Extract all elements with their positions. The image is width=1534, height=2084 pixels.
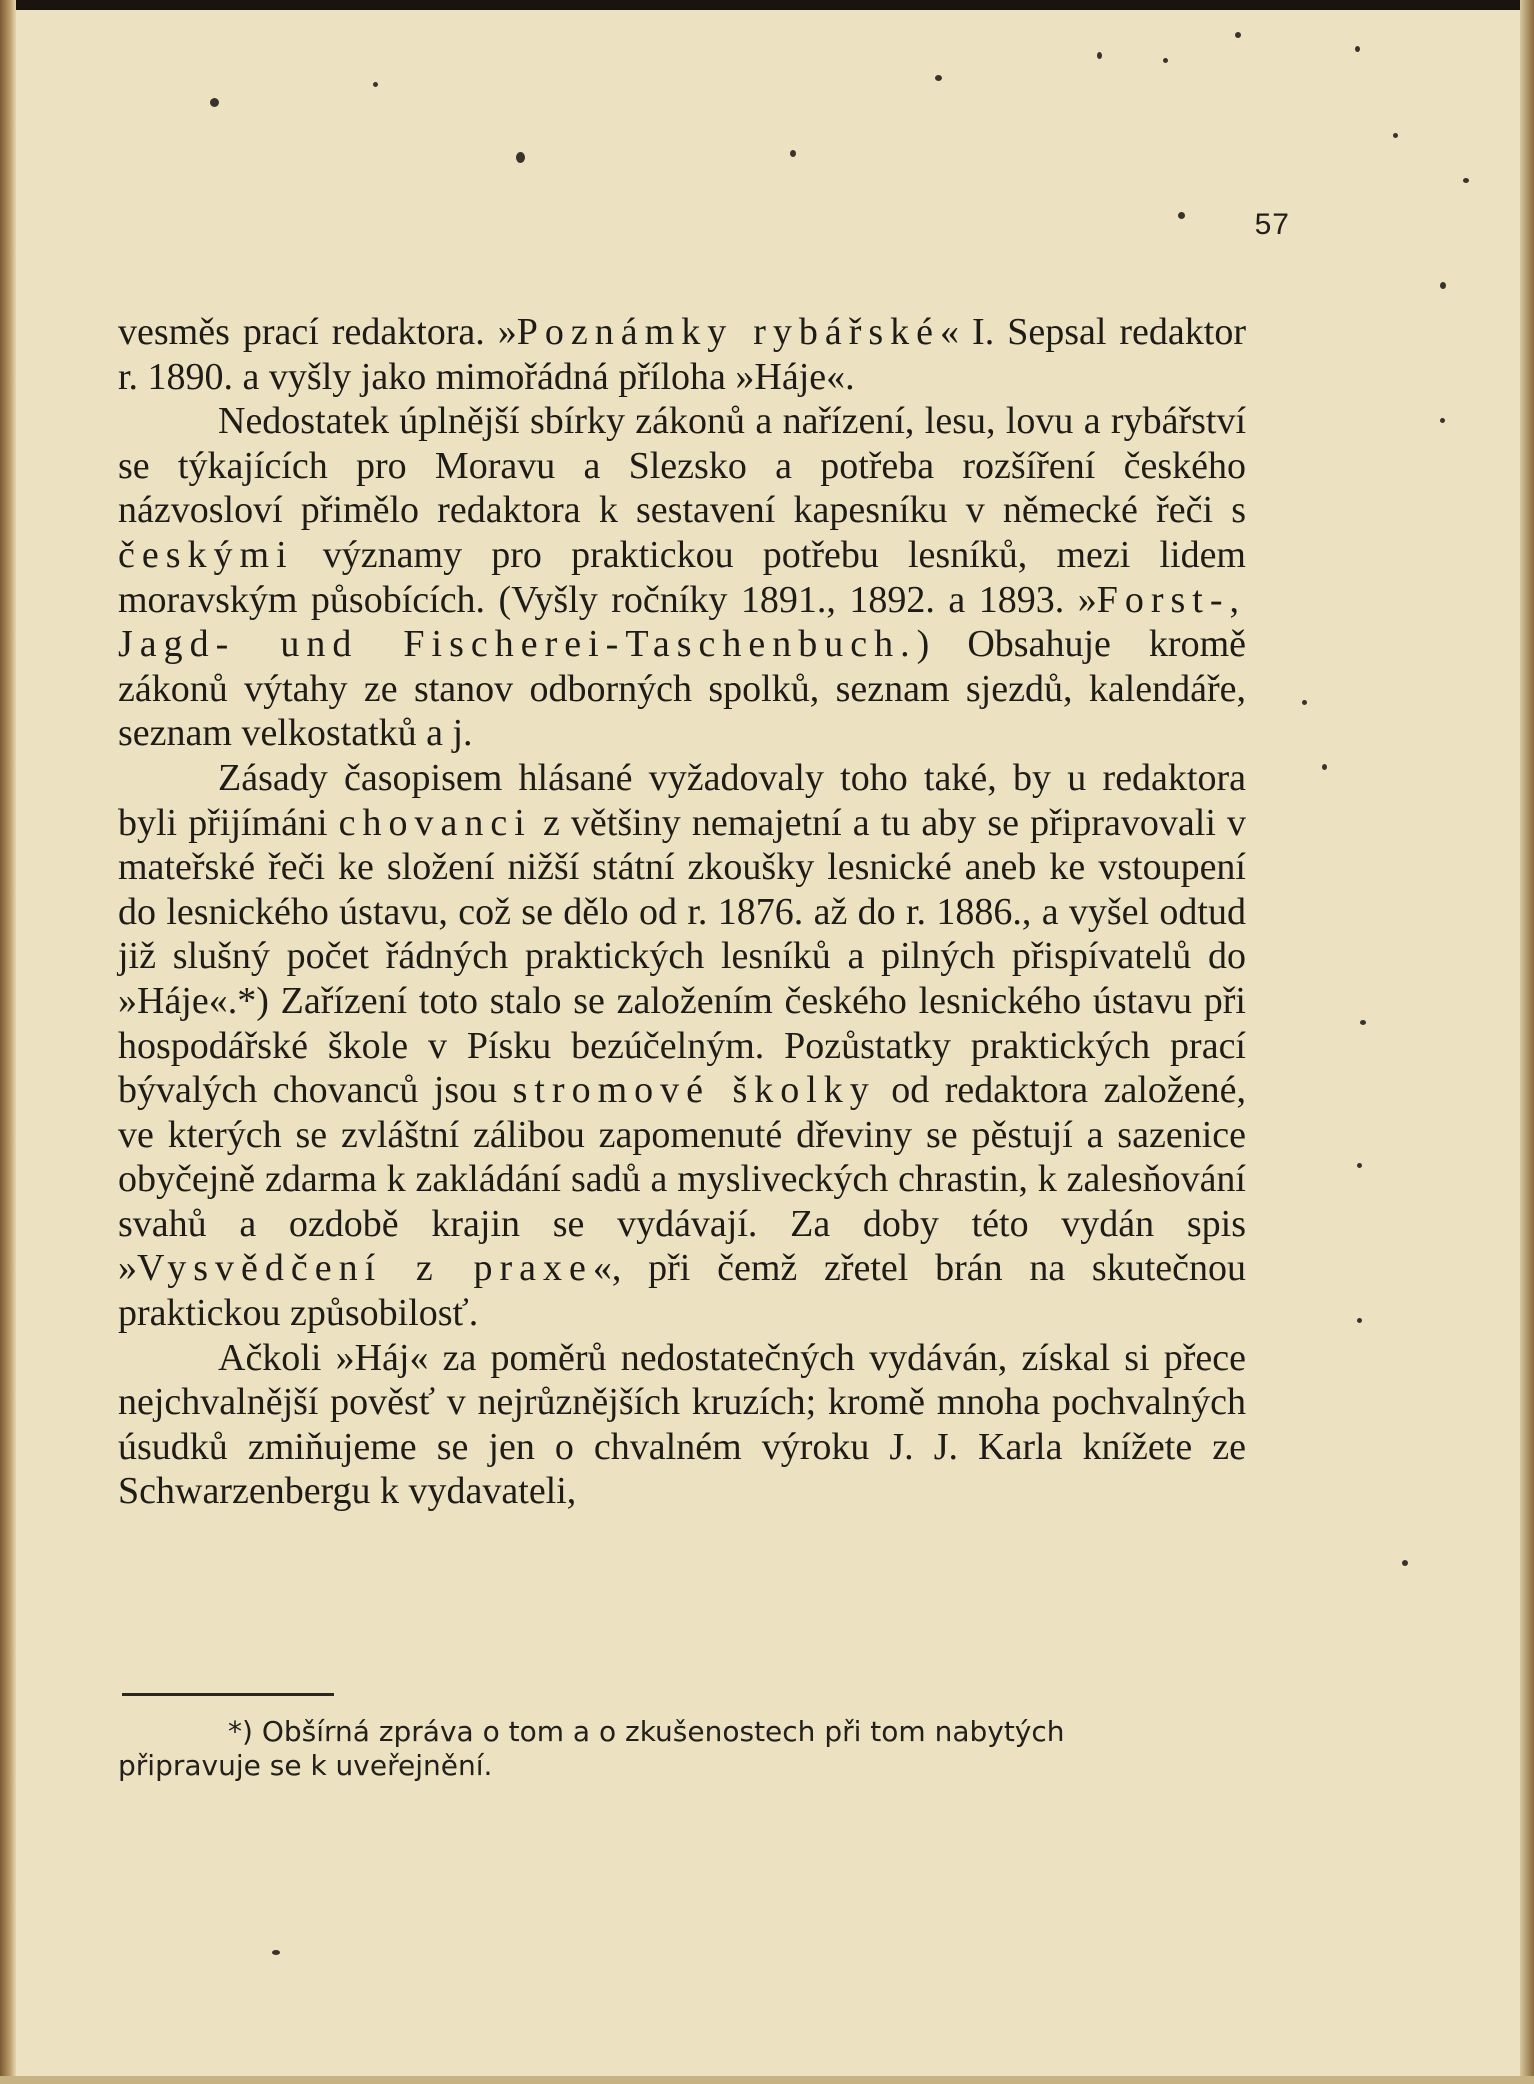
foxing-spot xyxy=(1322,764,1327,770)
page-bottom-edge xyxy=(0,2076,1534,2084)
footnote-rule xyxy=(122,1693,334,1696)
text-run: Ačkoli »Háj« za poměrů nedostatečných vydáván, získal si přece nejchvalnější pověsť v nejrůznějších kruzích; kromě mnoha pochvalných úsudků zmiňujeme se jen o chvalném výroku J. J. Karla knížete ze Schwarzenbergu k vydavateli, xyxy=(118,1336,1246,1513)
text-run: «, při čemž zřetel brán na skutečnou praktickou způsobilosť. xyxy=(118,1247,1247,1335)
text-run: významy pro praktickou potřebu lesníků, mezi lidem moravským působících. (Vyšly ročníky 1891., 1892. a 1893. » xyxy=(118,533,1246,621)
body-text xyxy=(118,310,1246,1514)
text-run: Nedostatek úplnější sbírky zákonů a nařízení, lesu, lovu a rybářství se týkajících pro Moravu a Slezsko a potřeba rozšíření českého názvosloví přimělo redaktora k sestavení kapesníku v německé řeči s xyxy=(118,400,1246,532)
foxing-spot xyxy=(1402,1560,1408,1566)
text-run-spaced: Vysvědčení z praxe xyxy=(137,1247,593,1290)
foxing-spot xyxy=(1097,52,1102,59)
foxing-spot xyxy=(1163,58,1168,63)
text-run: od redaktora založené, ve kterých se zvláštní zálibou zapomenuté dřeviny se pěstují a sazenice obyčejně zdarma k zakládání sadů a mysliveckých chrastin, k zalesňování svahů a ozdobě krajin se vydávají. Za doby této vydán spis » xyxy=(118,1069,1246,1290)
footnote xyxy=(118,1715,1246,1783)
foxing-spot xyxy=(935,75,942,81)
text-run: z většiny nemajetní a tu aby se připravovali v mateřské řeči ke složení nižší státní zkoušky lesnické aneb ke vstoupení do lesnického ústavu, což se dělo od r. 1876. až do r. 1886., a vyšel odtud již slušný počet řádných praktických lesníků a pilných přispívatelů do »Háje«.*) Zařízení toto stalo se založením českého lesnického ústavu při hospodářské škole v Písku bezúčelným. Pozůstatky praktických prací bývalých chovanců jsou xyxy=(118,801,1246,1112)
page-right-edge xyxy=(1520,0,1534,2084)
foxing-spot xyxy=(1440,418,1445,423)
paragraph xyxy=(118,310,1246,399)
foxing-spot xyxy=(272,1950,280,1955)
foxing-spot xyxy=(373,82,378,87)
footnote-line: *) Obšírná zpráva o tom a o zkušenostech při tom nabytých xyxy=(228,1715,1065,1748)
text-run-spaced: českými xyxy=(118,533,294,576)
scan-top-border xyxy=(0,0,1534,10)
foxing-spot xyxy=(1357,1318,1362,1323)
text-run: vesměs prací redaktora. » xyxy=(118,311,517,353)
foxing-spot xyxy=(210,98,219,107)
paragraph xyxy=(118,756,1246,1336)
foxing-spot xyxy=(790,150,796,157)
foxing-spot xyxy=(1355,46,1360,52)
paragraph xyxy=(118,1336,1246,1514)
page-number: 57 xyxy=(1254,208,1290,241)
foxing-spot xyxy=(516,152,525,163)
foxing-spot xyxy=(1357,1163,1362,1168)
text-run: « I. Sepsal redaktor r. 1890. a vyšly jako mimořádná příloha »Háje«. xyxy=(118,311,1247,398)
binding-edge xyxy=(0,0,16,2084)
footnote-line: připravuje se k uveřejnění. xyxy=(118,1749,493,1782)
text-run-spaced: chovanci xyxy=(338,801,532,844)
text-run: ) Obsahuje kromě zákonů výtahy ze stanov odborných spolků, seznam sjezdů, kalendáře, seznam velkostatků a j. xyxy=(118,623,1246,755)
text-run-spaced: Poznámky rybářské xyxy=(516,311,941,353)
text-run: Zásady časopisem hlásané vyžadovaly toho také, by u redaktora byli přijímáni xyxy=(118,756,1246,844)
foxing-spot xyxy=(1440,282,1446,289)
text-run-spaced: stromové školky xyxy=(512,1069,876,1112)
foxing-spot xyxy=(1235,32,1241,38)
foxing-spot xyxy=(1463,178,1469,183)
foxing-spot xyxy=(1302,700,1307,705)
paragraph xyxy=(118,399,1246,756)
foxing-spot xyxy=(1393,133,1398,138)
foxing-spot xyxy=(1360,1020,1366,1025)
text-run-spaced: Forst-, Jagd- und Fischerei-Taschenbuch. xyxy=(118,578,1246,666)
foxing-spot xyxy=(1178,212,1185,219)
